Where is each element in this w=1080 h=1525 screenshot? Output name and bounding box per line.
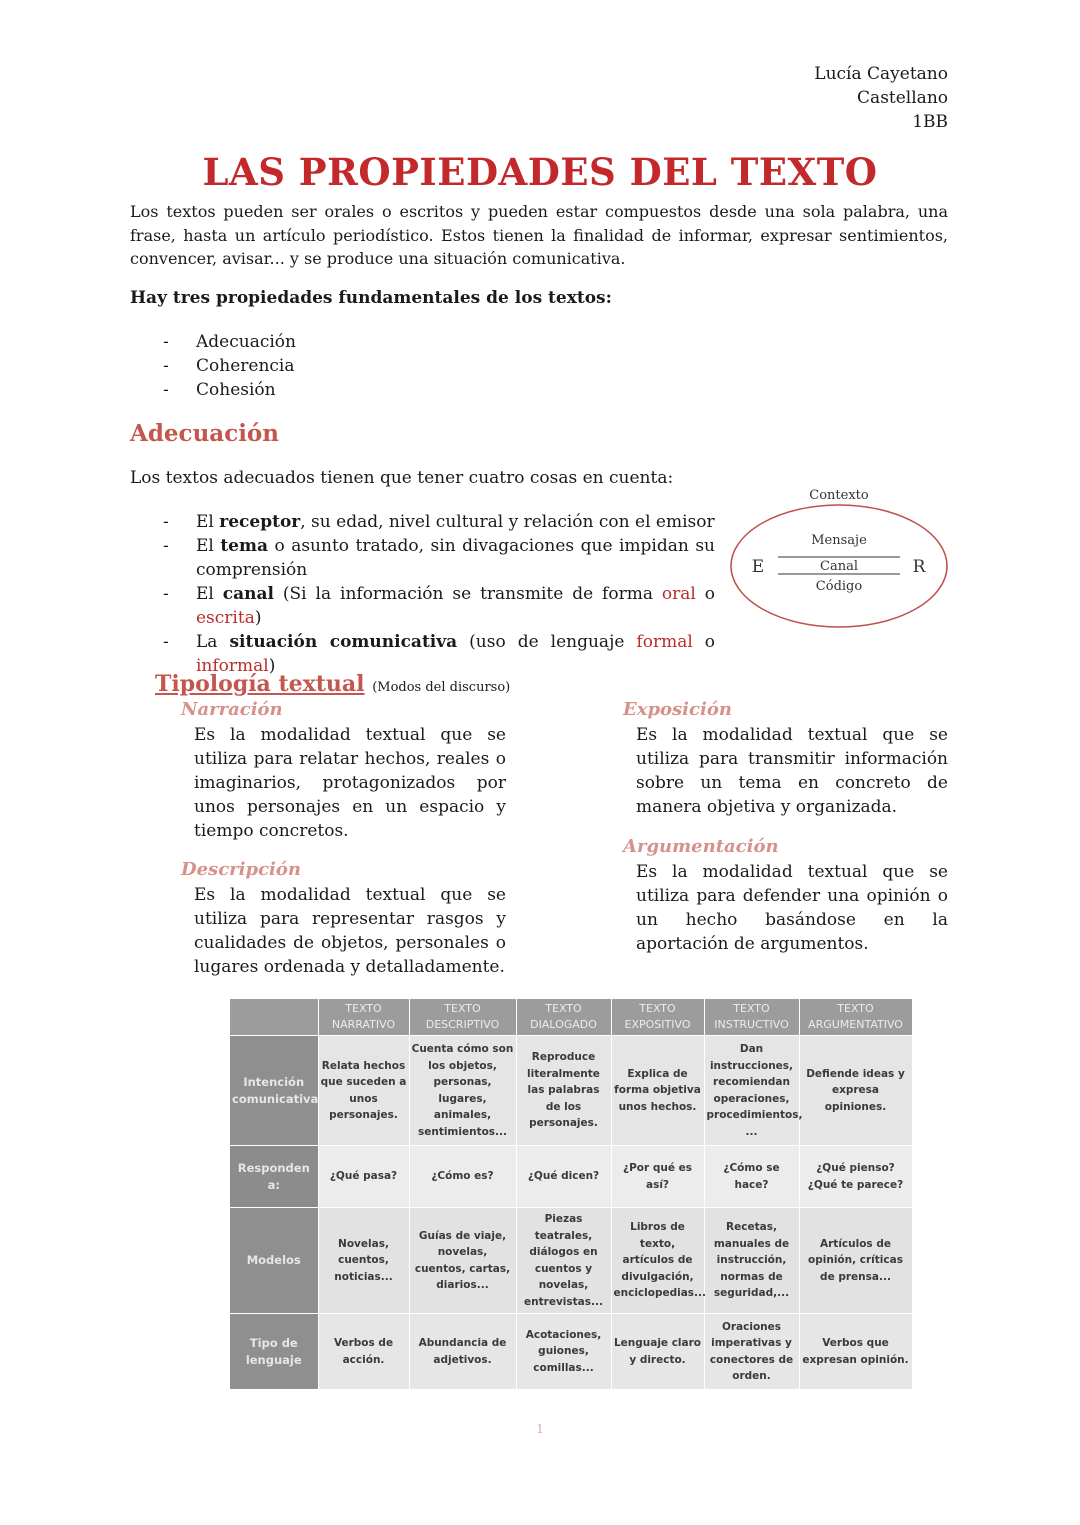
mode-text-argumentacion: Es la modalidad textual que se utiliza para defender una opinión o un hecho basándose en la aportación de argumentos. [636, 862, 948, 954]
list-item [163, 582, 715, 630]
table-header-row [230, 999, 912, 1036]
item-keyword: situación comunicativa [229, 632, 458, 652]
section-heading-tipologia [155, 671, 510, 697]
table-cell: Reproduce literalmente las palabras de los personajes. [516, 1036, 611, 1146]
table-row [230, 1036, 912, 1146]
table-row [230, 1208, 912, 1314]
properties-heading: Hay tres propiedades fundamentales de los textos: [130, 288, 612, 308]
page-header [814, 62, 948, 134]
subject-name: Castellano [857, 88, 948, 108]
emitter-label: E [751, 557, 765, 577]
table-cell: Verbos que expresan opinión. [799, 1314, 912, 1390]
table-cell: Cuenta cómo son los objetos, personas, lugares, animales, sentimientos... [409, 1036, 516, 1146]
list-item: - Cohesión [163, 378, 563, 402]
table-cell: ¿Qué pasa? [318, 1146, 409, 1208]
group-name: 1BB [912, 112, 948, 132]
highlight-formal: formal [636, 632, 693, 652]
table-cell: Novelas, cuentos, noticias... [318, 1208, 409, 1314]
item-text: El [196, 584, 223, 604]
table-cell: Guías de viaje, novelas, cuentos, cartas, diarios... [409, 1208, 516, 1314]
table-cell: ¿Cómo es? [409, 1146, 516, 1208]
item-text: , su edad, nivel cultural y relación con el emisor [300, 512, 715, 532]
item-text: o [695, 584, 715, 604]
column-header: TEXTO INSTRUCTIVO [704, 999, 799, 1036]
column-header: TEXTO DIALOGADO [516, 999, 611, 1036]
mode-text-descripcion: Es la modalidad textual que se utiliza para representar rasgos y cualidades de objetos, personales o lugares ordenada y detalladamente. [194, 885, 506, 977]
row-header: Intención comunicativa [230, 1036, 318, 1146]
table-cell: ¿Qué pienso? ¿Qué te parece? [799, 1146, 912, 1208]
table-cell: Oraciones imperativas y conectores de orden. [704, 1314, 799, 1390]
item-text: ) [254, 608, 262, 628]
row-header: Responden a: [230, 1146, 318, 1208]
table-cell: Defiende ideas y expresa opiniones. [799, 1036, 912, 1146]
highlight-informal: informal [196, 656, 269, 676]
tipologia-title: Tipología textual [155, 671, 365, 697]
row-header: Tipo de lenguaje [230, 1314, 318, 1390]
table-row [230, 1146, 912, 1208]
item-text: El [196, 512, 220, 532]
context-label: Contexto [809, 488, 869, 503]
item-text: (Si la información se transmite de forma [273, 584, 662, 604]
table-cell: ¿Qué dicen? [516, 1146, 611, 1208]
table-cell: Abundancia de adjetivos. [409, 1314, 516, 1390]
item-text: La [196, 632, 230, 652]
table-cell: Libros de texto, artículos de divulgación, enciclopedias... [611, 1208, 704, 1314]
column-header: TEXTO EXPOSITIVO [611, 999, 704, 1036]
mode-text-narracion: Es la modalidad textual que se utiliza para relatar hechos, reales o imaginarios, protagonizados por unos personajes en un espacio y tiempo concretos. [194, 725, 506, 841]
item-keyword: canal [222, 584, 274, 604]
section-heading-adecuacion: Adecuación [130, 420, 279, 447]
list-item [163, 510, 715, 534]
adecuacion-intro: Los textos adecuados tienen que tener cuatro cosas en cuenta: [130, 468, 674, 488]
item-text: ) [268, 656, 276, 676]
communication-diagram [728, 482, 958, 632]
list-item: - Coherencia [163, 354, 563, 378]
column-header: TEXTO NARRATIVO [318, 999, 409, 1036]
highlight-escrita: escrita [196, 608, 255, 628]
adecuacion-list [163, 510, 715, 678]
column-header: TEXTO DESCRIPTIVO [409, 999, 516, 1036]
table-cell: Relata hechos que suceden a unos personajes. [318, 1036, 409, 1146]
table-cell: Piezas teatrales, diálogos en cuentos y novelas, entrevistas... [516, 1208, 611, 1314]
table-cell: Verbos de acción. [318, 1314, 409, 1390]
table-cell: Artículos de opinión, críticas de prensa... [799, 1208, 912, 1314]
highlight-oral: oral [661, 584, 696, 604]
table-cell: Recetas, manuales de instrucción, normas de seguridad,... [704, 1208, 799, 1314]
item-keyword: receptor [219, 512, 301, 532]
item-text: (uso de lenguaje [457, 632, 637, 652]
item-text: o asunto tratado, sin divagaciones que impidan su comprensión [196, 536, 715, 580]
channel-label: Canal [820, 559, 858, 574]
table-cell: Explica de forma objetiva unos hechos. [611, 1036, 704, 1146]
text-types-table [230, 999, 913, 1390]
column-header: TEXTO ARGUMENTATIVO [799, 999, 912, 1036]
table-cell: Lenguaje claro y directo. [611, 1314, 704, 1390]
item-text: El [196, 536, 221, 556]
properties-list [163, 330, 563, 402]
table-row [230, 1314, 912, 1390]
tipologia-subtitle: (Modos del discurso) [372, 680, 511, 695]
mode-title-exposicion: Exposición [623, 699, 732, 720]
receiver-label: R [912, 557, 926, 577]
table-cell: ¿Cómo se hace? [704, 1146, 799, 1208]
table-cell: Acotaciones, guiones, comillas... [516, 1314, 611, 1390]
mode-title-descripcion: Descripción [181, 859, 301, 880]
mode-text-exposicion: Es la modalidad textual que se utiliza para transmitir información sobre un tema en concreto de manera objetiva y organizada. [636, 725, 948, 817]
table-corner [230, 999, 318, 1036]
table-cell: Dan instrucciones, recomiendan operaciones, procedimientos, ... [704, 1036, 799, 1146]
table-cell: ¿Por qué es así? [611, 1146, 704, 1208]
list-item: - Adecuación [163, 330, 563, 354]
list-item [163, 534, 715, 582]
mode-title-argumentacion: Argumentación [623, 836, 779, 857]
page-number: 1 [536, 1422, 544, 1436]
item-keyword: tema [220, 536, 268, 556]
author-name: Lucía Cayetano [814, 64, 948, 84]
intro-paragraph: Los textos pueden ser orales o escritos y pueden estar compuestos desde una sola palabra, una frase, hasta un artículo periodístico. Estos tienen la finalidad de informar, expresar sentimientos, convencer, avisar... y se produce una situación comunicativa. [130, 202, 948, 268]
item-text: o [692, 632, 716, 652]
mode-title-narracion: Narración [181, 699, 283, 720]
code-label: Código [815, 579, 863, 594]
page-title: LAS PROPIEDADES DEL TEXTO [202, 150, 878, 194]
message-label: Mensaje [811, 533, 867, 548]
row-header: Modelos [230, 1208, 318, 1314]
